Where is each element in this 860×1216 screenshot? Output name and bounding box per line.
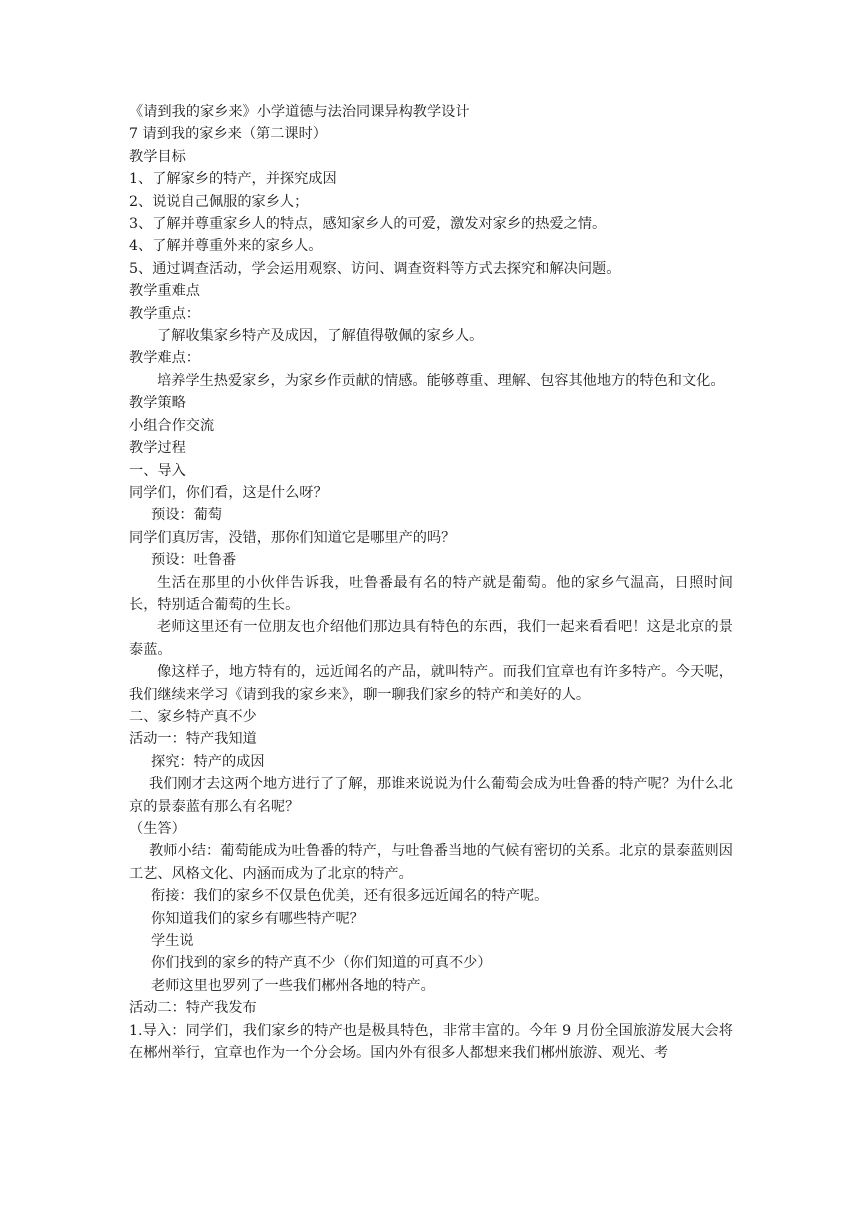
section-heading-key-points: 教学重难点 <box>129 283 200 300</box>
feedback-line: 你们找到的家乡的特产真不少（你们知道的可真不少） <box>151 955 492 972</box>
subheading-difficulty: 教学难点： <box>129 350 200 367</box>
expected-answer: 预设：葡萄 <box>151 507 222 524</box>
document-title: 《请到我的家乡来》小学道德与法治同课异构教学设计 <box>129 104 470 120</box>
subheading-focus: 教学重点： <box>129 305 200 322</box>
explore-heading: 探究：特产的成因 <box>151 753 265 770</box>
difficulty-text: 培养学生热爱家乡，为家乡作贡献的情感。能够尊重、理解、包容其他地方的特色和文化。 <box>157 372 725 389</box>
section-heading-strategy: 教学策略 <box>129 395 186 412</box>
teacher-list-line: 老师这里也罗列了一些我们郴州各地的特产。 <box>151 977 435 994</box>
transition-line: 衔接：我们的家乡不仅景色优美，还有很多远近闻名的特产呢。 <box>151 888 549 905</box>
section-heading-process: 教学过程 <box>129 440 186 457</box>
narrative-paragraph: 我们刚才去这两个地方进行了了解，那谁来说说为什么葡萄会成为吐鲁番的特产呢？为什么北京的景泰蓝有那么有名呢？ <box>129 776 733 815</box>
strategy-text: 小组合作交流 <box>129 417 215 434</box>
step-heading-intro: 一、导入 <box>129 462 186 479</box>
step-heading-specialties: 二、家乡特产真不少 <box>129 708 257 725</box>
activity-heading: 活动一：特产我知道 <box>129 731 257 748</box>
narrative-paragraph: 老师这里还有一位朋友也介绍他们那边具有特色的东西，我们一起来看看吧！这是北京的景泰蓝。 <box>129 619 733 658</box>
focus-text: 了解收集家乡特产及成因，了解值得敬佩的家乡人。 <box>157 328 484 345</box>
lesson-heading: 7 请到我的家乡来（第二课时） <box>129 126 327 143</box>
student-speak-line: 学生说 <box>151 933 194 950</box>
objective-item: 4、了解并尊重外来的家乡人。 <box>129 238 323 255</box>
expected-answer: 预设：吐鲁番 <box>151 552 237 569</box>
document-body <box>129 101 733 1064</box>
objective-item: 5、通过调查活动，学会运用观察、访问、调查资料等方式去探究和解决问题。 <box>129 260 621 277</box>
narrative-paragraph: 生活在那里的小伙伴告诉我，吐鲁番最有名的特产就是葡萄。他的家乡气温高，日照时间长，特别适合葡萄的生长。 <box>129 574 733 613</box>
objective-item: 3、了解并尊重家乡人的特点，感知家乡人的可爱，激发对家乡的热爱之情。 <box>129 216 607 233</box>
section-heading-objectives: 教学目标 <box>129 148 186 165</box>
dialogue-line: 同学们真厉害，没错，那你们知道它是哪里产的吗？ <box>129 529 456 546</box>
activity-heading: 活动二：特产我发布 <box>129 1000 257 1017</box>
objective-item: 1、了解家乡的特产，并探究成因 <box>129 171 337 188</box>
intro-paragraph: 1.导入：同学们，我们家乡的特产也是极具特色，非常丰富的。今年 9 月份全国旅游发展大会将在郴州举行，宜章也作为一个分会场。国内外有很多人都想来我们郴州旅游、观光、考 <box>129 1022 733 1062</box>
question-line: 你知道我们的家乡有哪些特产呢？ <box>151 910 364 927</box>
objective-item: 2、说说自己佩服的家乡人； <box>129 193 309 210</box>
dialogue-line: 同学们，你们看，这是什么呀？ <box>129 484 328 501</box>
student-answer-note: （生答） <box>129 821 186 837</box>
teacher-summary: 教师小结：葡萄能成为吐鲁番的特产，与吐鲁番当地的气候有密切的关系。北京的景泰蓝则因工艺、风格文化、内涵而成为了北京的特产。 <box>129 843 733 882</box>
narrative-paragraph: 像这样子，地方特有的，远近闻名的产品，就叫特产。而我们宜章也有许多特产。今天呢，我们继续来学习《请到我的家乡来》，聊一聊我们家乡的特产和美好的人。 <box>129 664 733 703</box>
